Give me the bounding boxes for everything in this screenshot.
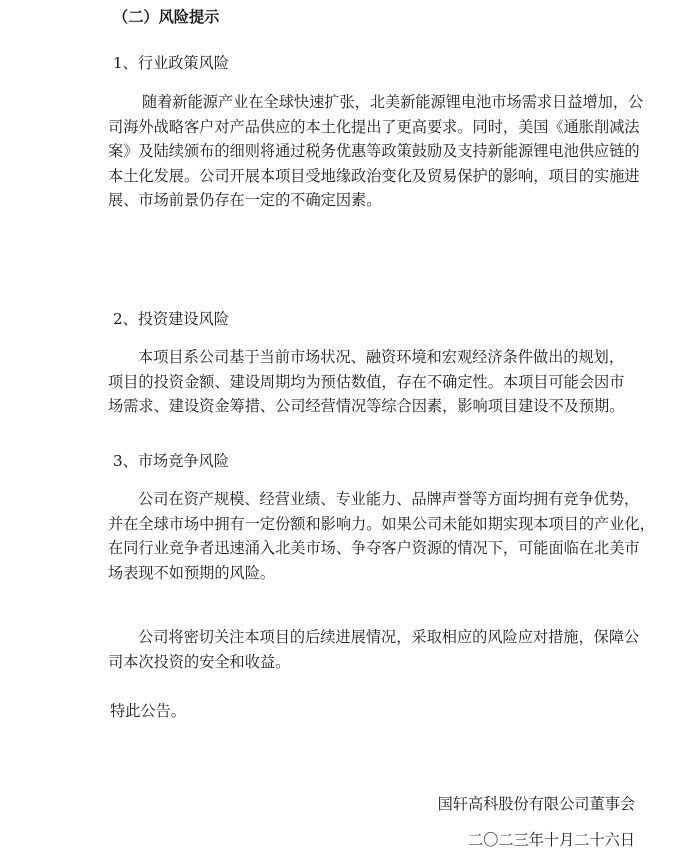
signature: 国轩高科股份有限公司董事会 — [437, 795, 635, 813]
risk3-line: 并在全球市场中拥有一定份额和影响力。如果公司未能如期实现本项目的产业化， — [108, 514, 655, 533]
risk1-paragraph — [78, 90, 644, 213]
announcement-date: 二〇二三年十月二十六日 — [467, 831, 635, 849]
risk2-heading: 2、投资建设风险 — [113, 310, 229, 328]
risk3-heading: 3、市场竞争风险 — [113, 452, 229, 470]
followup-paragraph — [78, 625, 640, 674]
followup-line: 司本次投资的安全和收益。 — [108, 652, 291, 671]
closing-text: 特此公告。 — [110, 702, 186, 720]
followup-line: 公司将密切关注本项目的后续进展情况，采取相应的风险应对措施，保障公 — [138, 628, 640, 646]
risk1-line: 案》及陆续颁布的细则将通过税务优惠等政策鼓励及支持新能源锂电池供应链的 — [108, 142, 640, 160]
risk3-line: 在同行业竞争者迅速涌入北美市场、争夺客户资源的情况下，可能面临在北美市 — [108, 539, 640, 557]
risk3-paragraph — [78, 487, 655, 585]
risk1-line: 展、市场前景仍存在一定的不确定因素。 — [108, 191, 382, 209]
risk3-line: 场表现不如预期的风险。 — [108, 563, 276, 582]
risk1-line: 司海外战略客户对产品供应的本土化提出了更高要求。同时，美国《通胀削减法 — [108, 117, 640, 136]
risk2-line: 场需求、建设资金筹措、公司经营情况等综合因素，影响项目建设不及预期。 — [108, 397, 625, 415]
risk2-line: 项目的投资金额、建设周期均为预估数值，存在不确定性。本项目可能会因市 — [108, 372, 625, 391]
risk1-line: 本土化发展。公司开展本项目受地缘政治变化及贸易保护的影响，项目的实施进 — [108, 166, 640, 185]
section-title: （二）风险提示 — [113, 8, 220, 26]
risk3-line: 公司在资产规模、经营业绩、专业能力、品牌声誉等方面均拥有竞争优势， — [138, 490, 640, 508]
risk2-line: 本项目系公司基于当前市场状况、融资环境和宏观经济条件做出的规划， — [138, 348, 624, 366]
risk2-paragraph — [78, 345, 640, 419]
risk1-heading: 1、行业政策风险 — [113, 54, 229, 72]
risk1-line: 随着新能源产业在全球快速扩张，北美新能源锂电池市场需求日益增加，公 — [142, 93, 644, 111]
